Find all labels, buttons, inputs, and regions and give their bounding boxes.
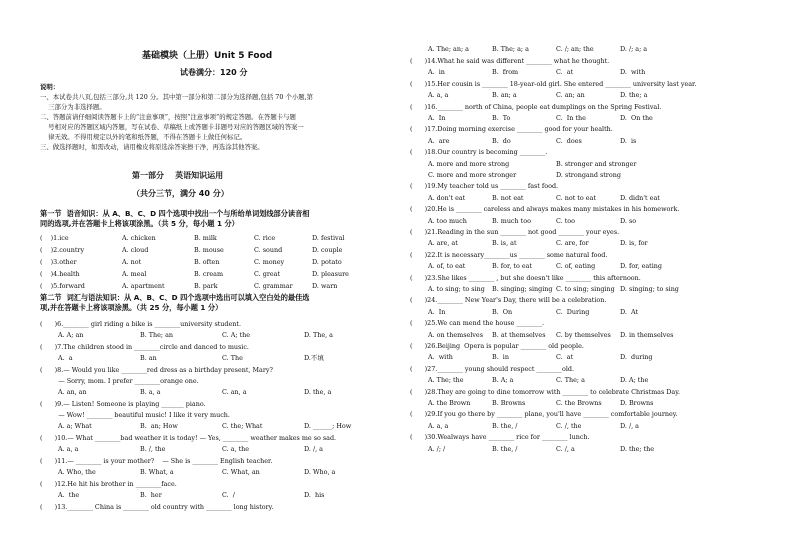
option-d: D. during — [620, 353, 653, 362]
option-b: B. cream — [194, 270, 224, 278]
question-word: ( )5.forward — [40, 282, 85, 290]
option-a: A. are, at — [428, 239, 458, 248]
question-word: ( )3.other — [40, 258, 77, 266]
note-line: 一、本试卷共八页,包括三部分,共 120 分。其中第一部分和第二部分为选择题,包括 70 个小题,第 — [40, 93, 314, 101]
option-d: D. /, a — [304, 445, 323, 453]
section1-title: 第一节 语音知识：从 A、B、C、D 四个选项中找出一个与所给单词划线部分读音相 — [40, 209, 310, 218]
option-d: D. ______; How — [304, 422, 352, 430]
option-c: C. too — [556, 216, 575, 225]
option-c: C. an; an — [556, 91, 585, 100]
question-stem: ( )14.What he said was different ________ what he thought. — [410, 57, 610, 65]
option-a: C. more and more stronger — [428, 171, 517, 179]
option-a: A. more and more strong — [428, 159, 510, 168]
question-stem: ( )30.Wealways have ________ rice for ________ lunch. — [410, 433, 590, 442]
section1-title-2: 同的选项,并在答题卡上将该项涂黑。（共 5 分，每小题 1 分） — [40, 219, 239, 228]
option-c: C. During — [556, 307, 590, 316]
option-d: D. his — [304, 491, 325, 499]
option-a: A. don't eat — [428, 193, 466, 202]
option-c: C. not to eat — [556, 193, 596, 202]
option-d: D. is — [620, 136, 637, 145]
option-b: B. milk — [194, 234, 217, 242]
option-a: A. an, an — [58, 388, 87, 396]
option-c: C. to sing; singing — [556, 285, 615, 293]
option-c: C. In the — [556, 114, 586, 122]
option-a: A. in — [428, 68, 445, 77]
note-line: 二、答题前请仔细阅读答题卡上的“注意事项”，按照“注意事项”的规定答题。在答题卡与题 — [40, 113, 296, 121]
question-stem: ( )21.Reading in the sun ________ not good ________ your eyes. — [410, 228, 620, 236]
option-a: A. a, a — [428, 91, 449, 100]
question-stem: ( )12.He hit his brother in ________face. — [40, 480, 177, 488]
option-a: A. In — [428, 114, 446, 122]
part1-subtitle: （共分三节，满分 40 分） — [132, 189, 229, 198]
option-b: B. at themselves — [492, 330, 546, 339]
option-a: A. Who, the — [58, 468, 96, 476]
section2-title-2: 项,并在答题卡上将该项涂黑。（共 25 分，每小题 1 分） — [40, 303, 223, 312]
option-a: A. apartment — [122, 282, 165, 290]
option-a: A. chicken — [122, 234, 156, 242]
option-a: A. In — [428, 307, 446, 316]
option-c: C. /, a — [556, 444, 575, 453]
option-b: B. The; an — [140, 331, 174, 339]
option-c: C. money — [254, 258, 285, 266]
option-d: D. pleasure — [312, 270, 349, 278]
option-c: C. /, the — [556, 421, 582, 430]
option-d: D. The, a — [304, 331, 333, 339]
option-a: A. a, a — [428, 421, 449, 430]
option-a: A. too much — [428, 216, 467, 225]
note-line: 律无效。不得用规定以外的笔和纸答题，不得在答题卡上做任何标记。 — [40, 133, 247, 141]
question-stem-extra: — Wow! ________ beautiful music! I like it very much. — [40, 411, 230, 419]
option-d: D. /, a — [620, 421, 639, 430]
question-stem: ( )9.— Listen! Someone is playing _______ piano. — [40, 400, 206, 408]
option-b: B. in — [492, 353, 509, 362]
option-b: B. a, a — [140, 388, 161, 396]
question-stem: ( )24.________ New Year's Day, there will be a celebration. — [410, 296, 607, 305]
note-line: 三、做选择题时，如需改动，请用橡皮将原选涂答案擦干净，再选涂其他答案。 — [40, 143, 264, 151]
option-c: D. strongand strong — [556, 171, 621, 179]
question-stem: ( )10.— What ________bad weather it is today! — Yes, ________ weather makes me so sad. — [40, 434, 337, 442]
option-c: B. stronger and stronger — [556, 159, 637, 168]
section2-title: 第二节 词汇与语法知识：从 A、B、C、D 四个选项中选出可以填入空白处的最佳选 — [40, 293, 310, 302]
question-stem: ( )29.If you go there by ________ plane, you'll have ________ comfortable journey. — [410, 410, 678, 419]
question-stem: ( )26.Beijing Opera is popular ________ old people. — [410, 342, 584, 350]
option-d: D. /; a; a — [620, 45, 648, 53]
option-c: C. great — [254, 270, 281, 278]
option-d: D. so — [620, 216, 637, 225]
option-b: B. Browns — [492, 399, 526, 407]
option-c: C. of, eating — [556, 262, 596, 271]
option-d: D. singing; to sing — [620, 285, 679, 293]
option-d: D. On the — [620, 114, 653, 122]
option-b: B. What, a — [140, 468, 174, 476]
option-b: B. often — [194, 258, 220, 266]
notes-heading: 说明： — [40, 83, 60, 91]
option-a: A. are — [428, 136, 450, 145]
option-d: D. couple — [312, 246, 343, 254]
question-stem: ( )23.She likes ________ , but she doesn't like ________ this afternoon. — [410, 273, 641, 282]
option-a: A. not — [122, 258, 142, 266]
option-d: D. potato — [312, 258, 342, 266]
option-b: B. the, / — [492, 444, 518, 453]
option-d: D. the; the — [620, 444, 655, 453]
option-b: B. the, / — [492, 421, 518, 430]
question-stem: ( )13.________ China is ________ old country with ________ long history. — [40, 503, 274, 511]
option-d: D. warn — [312, 282, 338, 290]
note-line: 三部分为非选择题。 — [40, 103, 106, 111]
question-word: ( )4.health — [40, 270, 80, 278]
option-d: D. Browns — [620, 399, 654, 407]
question-stem: ( )27.________ young should respect ________old. — [410, 364, 575, 373]
option-d: D. for, eating — [620, 262, 662, 271]
option-b: B. park — [194, 282, 218, 290]
option-a: A. of, to eat — [428, 262, 466, 271]
question-stem: ( )8.— Would you like ________red dress as a birthday present, Mary? — [40, 366, 273, 374]
option-a: A. on themselves — [428, 330, 483, 339]
option-c: C. an, a — [222, 388, 247, 396]
page-title: 基础模块（上册）Unit 5 Food — [142, 51, 273, 61]
question-stem: ( )6.________ girl riding a bike is ________university student. — [40, 320, 241, 328]
option-b: B. for, to eat — [492, 262, 532, 271]
option-d: D. didn't eat — [620, 193, 660, 202]
option-d: D. with — [620, 68, 646, 77]
option-c: C. A; the — [222, 331, 250, 339]
option-b: B. The; a; a — [492, 45, 529, 53]
option-a: A. The; an; a — [428, 45, 469, 53]
option-b: B. do — [492, 136, 511, 145]
option-d: D. is, for — [620, 239, 648, 248]
option-c: C. The — [222, 354, 243, 362]
option-c: C. rice — [254, 234, 276, 242]
option-c: C. What, an — [222, 468, 260, 476]
option-d: D. A; the — [620, 376, 649, 385]
question-word: ( )1.ice — [40, 234, 69, 242]
option-b: B. much too — [492, 216, 531, 225]
option-c: C. does — [556, 136, 582, 145]
question-word: ( )2.country — [40, 246, 85, 254]
option-b: B. On — [492, 307, 513, 316]
option-b: B. an; a — [492, 91, 517, 100]
option-c: C. by themselves — [556, 330, 611, 339]
question-stem: ( )18.Our country is becoming ________. — [410, 148, 548, 157]
option-b: B. is, at — [492, 239, 517, 248]
option-a: A. A; an — [58, 331, 84, 339]
option-b: B. an; How — [140, 422, 178, 430]
option-d: D. festival — [312, 234, 345, 242]
option-c: C. a, the — [222, 445, 250, 453]
option-a: A. cloud — [122, 246, 149, 254]
question-stem: ( )19.My teacher told us ________ fast food. — [410, 182, 559, 191]
option-a: A. a; What — [58, 422, 92, 430]
option-a: A. a, a — [58, 445, 79, 453]
option-d: D. the; a — [620, 91, 648, 100]
option-d: D. the, a — [304, 388, 332, 396]
option-b: B. not eat — [492, 193, 524, 202]
question-stem: ( )15.Her cousin is ________ 18-year-old girl. She entered ________ university last year. — [410, 79, 697, 88]
option-b: B. singing; singing — [492, 285, 553, 293]
option-c: C. at — [556, 68, 574, 77]
question-stem: ( )25.We can mend the house ________. — [410, 319, 545, 328]
option-b: B. /, the — [140, 445, 166, 453]
option-d: D. Who, a — [304, 468, 336, 476]
option-a: A. the — [58, 491, 80, 499]
option-c: C. sound — [254, 246, 283, 254]
option-c: C. the; What — [222, 422, 263, 430]
score-label: 试卷满分：120 分 — [180, 68, 248, 77]
option-d: D.不填 — [304, 354, 324, 362]
question-stem: ( )20.He is ________ careless and always makes many mistakes in his homework. — [410, 205, 680, 214]
option-c: C. / — [222, 491, 235, 499]
option-c: C. The; a — [556, 376, 585, 385]
option-b: B. from — [492, 68, 519, 77]
question-stem: ( )17.Doing morning exercise ________ good for your health. — [410, 125, 613, 134]
option-a: A. to sing; to sing — [428, 285, 485, 293]
note-line: 号相对应的答题区域内答题，写在试卷、草稿纸上或答题卡非题号对应的答题区域的答案一 — [40, 123, 304, 131]
question-stem: ( )22.It is necessary________us ________ some natural food. — [410, 250, 608, 259]
question-stem: ( )7.The children stood in ________circle and danced to music. — [40, 343, 249, 351]
option-d: D. At — [620, 307, 639, 316]
option-c: C. the Browns — [556, 399, 602, 407]
question-stem-extra: — Sorry, mom. I prefer ________orange one. — [40, 377, 199, 385]
option-c: C. at — [556, 353, 574, 362]
option-c: C. are, for — [556, 239, 589, 248]
option-a: A. The; the — [428, 376, 464, 385]
option-a: A. /; / — [428, 444, 446, 453]
option-c: C. grammar — [254, 282, 293, 290]
part1-title: 第一部分 英语知识运用 — [132, 171, 224, 180]
option-a: A. with — [428, 353, 453, 362]
option-d: D. in themselves — [620, 330, 674, 339]
option-a: A. a — [58, 354, 73, 362]
option-b: B. To — [492, 114, 511, 122]
option-b: B. her — [140, 491, 162, 499]
option-a: A. the Brown — [428, 399, 471, 407]
option-b: B. mouse — [194, 246, 224, 254]
question-stem: ( )28.They are going to dine tomorrow with ________ to celebrate Christmas Day. — [410, 387, 680, 396]
option-b: B. A; a — [492, 376, 514, 385]
option-a: A. meal — [122, 270, 147, 278]
option-b: B. an — [140, 354, 157, 362]
question-stem: ( )16.________ north of China, people eat dumplings on the Spring Festival. — [410, 102, 662, 111]
option-c: C. /; an; the — [556, 45, 594, 53]
question-stem: ( )11.— ________ is your mother? — She is ________ English teacher. — [40, 457, 273, 465]
